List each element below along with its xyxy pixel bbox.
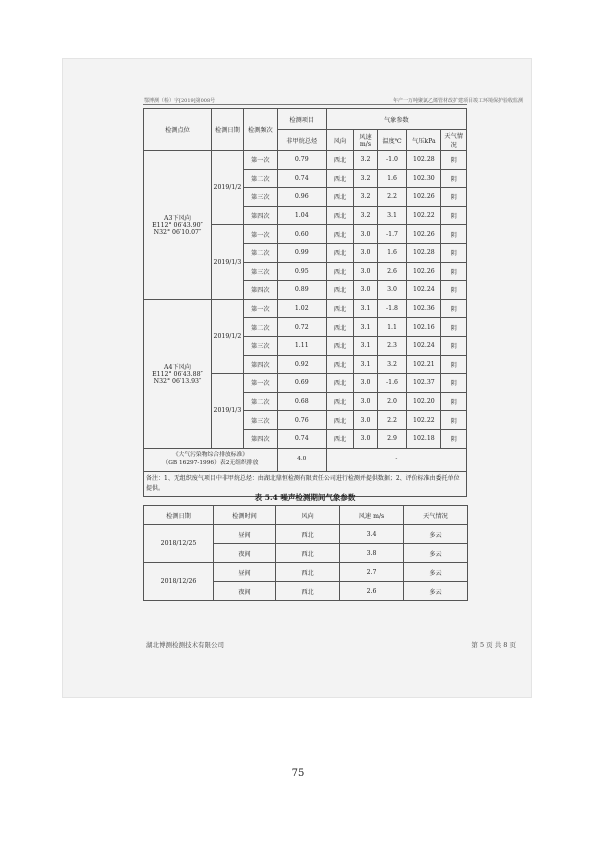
wind-direction-cell: 西北 — [326, 169, 354, 188]
weather-cell: 阴 — [441, 262, 467, 281]
wind-direction-cell: 西北 — [326, 299, 354, 318]
weather-cell: 阴 — [441, 355, 467, 374]
pressure-cell: 102.37 — [407, 374, 441, 393]
table-row — [144, 151, 467, 170]
table-row — [144, 299, 467, 318]
temperature-cell: 2.0 — [377, 392, 407, 411]
wind-direction-cell: 西北 — [326, 262, 354, 281]
time-cell: 昼间 — [214, 525, 276, 544]
t2-header-weather: 天气情况 — [404, 506, 468, 525]
weather-cell: 阴 — [441, 429, 467, 448]
wind-speed-cell: 3.4 — [340, 525, 404, 544]
temperature-cell: 2.6 — [377, 262, 407, 281]
pressure-cell: 102.22 — [407, 206, 441, 225]
wind-direction-cell: 西北 — [326, 225, 354, 244]
weather-cell: 阴 — [441, 151, 467, 170]
weather-cell: 阴 — [441, 225, 467, 244]
date-cell: 2019/1/3 — [211, 225, 243, 299]
temperature-cell: 3.1 — [377, 206, 407, 225]
temperature-cell: 2.2 — [377, 188, 407, 207]
header-point: 检测点位 — [144, 109, 212, 151]
page-number: 75 — [291, 768, 305, 779]
weather-cell: 阴 — [441, 318, 467, 337]
wind-speed-cell: 3.2 — [354, 169, 377, 188]
temperature-cell: -1.7 — [377, 225, 407, 244]
pressure-cell: 102.24 — [407, 281, 441, 300]
weather-cell: 阴 — [441, 374, 467, 393]
temperature-cell: 1.1 — [377, 318, 407, 337]
wind-direction-cell: 西北 — [276, 582, 340, 601]
frequency-cell: 第三次 — [243, 262, 277, 281]
frequency-cell: 第三次 — [243, 188, 277, 207]
nmhc-cell: 0.74 — [277, 169, 326, 188]
header-wind-speed: 风速m/s — [354, 130, 377, 151]
wind-direction-cell: 西北 — [326, 151, 354, 170]
standard-line-2: （GB 16297-1996）表2无组织排放 — [162, 459, 259, 466]
standard-line-1: 《大气污染物综合排放标准》 — [172, 451, 249, 458]
date-cell: 2019/1/2 — [211, 151, 243, 225]
exhaust-monitoring-table — [143, 108, 467, 497]
pressure-cell: 102.22 — [407, 411, 441, 430]
weather-cell: 多云 — [404, 525, 468, 544]
date-cell: 2019/1/3 — [211, 374, 243, 448]
wind-speed-cell: 3.0 — [354, 281, 377, 300]
pressure-cell: 102.28 — [407, 151, 441, 170]
company-name: 湖北博测检测技术有限公司 — [146, 641, 224, 649]
wind-direction-cell: 西北 — [326, 411, 354, 430]
frequency-cell: 第二次 — [243, 318, 277, 337]
frequency-cell: 第二次 — [243, 392, 277, 411]
wind-direction-cell: 西北 — [326, 188, 354, 207]
weather-cell: 阴 — [441, 411, 467, 430]
pressure-cell: 102.21 — [407, 355, 441, 374]
wind-direction-cell: 西北 — [276, 563, 340, 582]
nmhc-cell: 0.74 — [277, 429, 326, 448]
nmhc-cell: 1.04 — [277, 206, 326, 225]
temperature-cell: -1.6 — [377, 374, 407, 393]
wind-speed-cell: 3.0 — [354, 392, 377, 411]
wind-direction-cell: 西北 — [326, 281, 354, 300]
date-cell: 2018/12/25 — [144, 525, 214, 563]
wind-speed-cell: 3.2 — [354, 151, 377, 170]
pressure-cell: 102.16 — [407, 318, 441, 337]
temperature-cell: 1.6 — [377, 243, 407, 262]
frequency-cell: 第四次 — [243, 429, 277, 448]
frequency-cell: 第一次 — [243, 299, 277, 318]
wind-direction-cell: 西北 — [326, 243, 354, 262]
nmhc-cell: 1.02 — [277, 299, 326, 318]
frequency-cell: 第三次 — [243, 411, 277, 430]
date-cell: 2019/1/2 — [211, 299, 243, 373]
time-cell: 夜间 — [214, 544, 276, 563]
pressure-cell: 102.26 — [407, 188, 441, 207]
wind-speed-cell: 2.7 — [340, 563, 404, 582]
t2-header-time: 检测时间 — [214, 506, 276, 525]
point-line: E112° 06′43.88″ — [152, 371, 203, 379]
weather-cell: 阴 — [441, 299, 467, 318]
header-pressure: 气压kPa — [407, 130, 441, 151]
weather-cell: 阴 — [441, 243, 467, 262]
temperature-cell: 3.0 — [377, 281, 407, 300]
report-number: 鄂博测（检）字[2019]第008号 — [144, 98, 216, 104]
header-frequency: 检测频次 — [243, 109, 277, 151]
nmhc-cell: 0.95 — [277, 262, 326, 281]
header-meteorology: 气象参数 — [326, 109, 466, 130]
wind-speed-cell: 3.0 — [354, 262, 377, 281]
wind-direction-cell: 西北 — [326, 392, 354, 411]
t2-header-wind-direction: 风向 — [276, 506, 340, 525]
nmhc-cell: 0.79 — [277, 151, 326, 170]
frequency-cell: 第一次 — [243, 374, 277, 393]
temperature-cell: 2.3 — [377, 336, 407, 355]
page-count: 第 5 页 共 8 页 — [471, 641, 516, 649]
point-line: N32° 06′10.07″ — [153, 229, 202, 237]
temperature-cell: 2.9 — [377, 429, 407, 448]
wind-speed-cell: 3.0 — [354, 225, 377, 244]
frequency-cell: 第一次 — [243, 225, 277, 244]
temperature-cell: 2.2 — [377, 411, 407, 430]
frequency-cell: 第四次 — [243, 355, 277, 374]
pressure-cell: 102.18 — [407, 429, 441, 448]
table-row — [144, 563, 468, 582]
time-cell: 昼间 — [214, 563, 276, 582]
wind-direction-cell: 西北 — [326, 429, 354, 448]
table-caption: 表 5.4 噪声检测期间气象参数 — [254, 493, 356, 502]
frequency-cell: 第一次 — [243, 151, 277, 170]
pressure-cell: 102.36 — [407, 299, 441, 318]
wind-speed-cell: 3.0 — [354, 243, 377, 262]
weather-cell: 阴 — [441, 281, 467, 300]
standard-value: 4.0 — [277, 448, 326, 471]
nmhc-cell: 0.72 — [277, 318, 326, 337]
frequency-cell: 第四次 — [243, 206, 277, 225]
weather-cell: 阴 — [441, 392, 467, 411]
pressure-cell: 102.26 — [407, 225, 441, 244]
date-cell: 2018/12/26 — [144, 563, 214, 601]
table-note: 备注：1、无组织废气项目中非甲烷总烃：由湖北鼎恒检测有限责任公司进行检测并提供数据；2、评价标准由委托单位提供。 — [144, 471, 467, 496]
nmhc-cell: 0.60 — [277, 225, 326, 244]
header-temperature: 温度℃ — [377, 130, 407, 151]
nmhc-cell: 0.68 — [277, 392, 326, 411]
weather-cell: 阴 — [441, 169, 467, 188]
pressure-cell: 102.24 — [407, 336, 441, 355]
weather-cell: 多云 — [404, 563, 468, 582]
frequency-cell: 第二次 — [243, 169, 277, 188]
point-line: A4下风向 — [164, 364, 191, 372]
nmhc-cell: 0.69 — [277, 374, 326, 393]
t2-header-date: 检测日期 — [144, 506, 214, 525]
header-item: 检测项目 — [277, 109, 326, 130]
wind-direction-cell: 西北 — [326, 336, 354, 355]
temperature-cell: 3.2 — [377, 355, 407, 374]
report-title: 年产一万吨聚氯乙烯管材改扩建项目竣工环境保护验收监测 — [392, 98, 523, 104]
nmhc-cell: 1.11 — [277, 336, 326, 355]
header-wind-direction: 风向 — [326, 130, 354, 151]
weather-cell: 多云 — [404, 544, 468, 563]
standard-name — [144, 448, 278, 471]
header-nmhc: 非甲烷总烃 — [277, 130, 326, 151]
point-line: A3下风向 — [164, 215, 191, 223]
wind-speed-cell: 3.8 — [340, 544, 404, 563]
wind-speed-cell: 3.1 — [354, 336, 377, 355]
header-weather: 天气情况 — [441, 130, 467, 151]
temperature-cell: 1.6 — [377, 169, 407, 188]
wind-speed-cell: 3.0 — [354, 429, 377, 448]
weather-cell: 多云 — [404, 582, 468, 601]
time-cell: 夜间 — [214, 582, 276, 601]
noise-meteorology-table — [143, 505, 468, 601]
frequency-cell: 第四次 — [243, 281, 277, 300]
nmhc-cell: 0.99 — [277, 243, 326, 262]
wind-direction-cell: 西北 — [326, 206, 354, 225]
temperature-cell: -1.8 — [377, 299, 407, 318]
nmhc-cell: 0.92 — [277, 355, 326, 374]
wind-direction-cell: 西北 — [276, 525, 340, 544]
wind-speed-cell: 2.6 — [340, 582, 404, 601]
standard-dash: - — [326, 448, 466, 471]
point-line: N32° 06′13.93″ — [153, 378, 202, 386]
pressure-cell: 102.20 — [407, 392, 441, 411]
point-cell — [144, 151, 212, 300]
wind-speed-cell: 3.1 — [354, 355, 377, 374]
wind-speed-cell: 3.1 — [354, 299, 377, 318]
point-line: E112° 06′43.90″ — [152, 222, 203, 230]
wind-direction-cell: 西北 — [326, 318, 354, 337]
nmhc-cell: 0.76 — [277, 411, 326, 430]
frequency-cell: 第二次 — [243, 243, 277, 262]
weather-cell: 阴 — [441, 188, 467, 207]
temperature-cell: -1.0 — [377, 151, 407, 170]
frequency-cell: 第三次 — [243, 336, 277, 355]
wind-direction-cell: 西北 — [326, 374, 354, 393]
weather-cell: 阴 — [441, 206, 467, 225]
pressure-cell: 102.26 — [407, 262, 441, 281]
t2-header-wind-speed: 风速 m/s — [340, 506, 404, 525]
wind-speed-cell: 3.2 — [354, 188, 377, 207]
wind-direction-cell: 西北 — [326, 355, 354, 374]
point-cell — [144, 299, 212, 448]
wind-speed-cell: 3.1 — [354, 318, 377, 337]
pressure-cell: 102.28 — [407, 243, 441, 262]
wind-speed-cell: 3.2 — [354, 206, 377, 225]
table-row — [144, 525, 468, 544]
nmhc-cell: 0.89 — [277, 281, 326, 300]
wind-direction-cell: 西北 — [276, 544, 340, 563]
header-date: 检测日期 — [211, 109, 243, 151]
weather-cell: 阴 — [441, 336, 467, 355]
wind-speed-cell: 3.0 — [354, 411, 377, 430]
wind-speed-cell: 3.0 — [354, 374, 377, 393]
pressure-cell: 102.30 — [407, 169, 441, 188]
nmhc-cell: 0.96 — [277, 188, 326, 207]
header-rule — [143, 104, 467, 105]
